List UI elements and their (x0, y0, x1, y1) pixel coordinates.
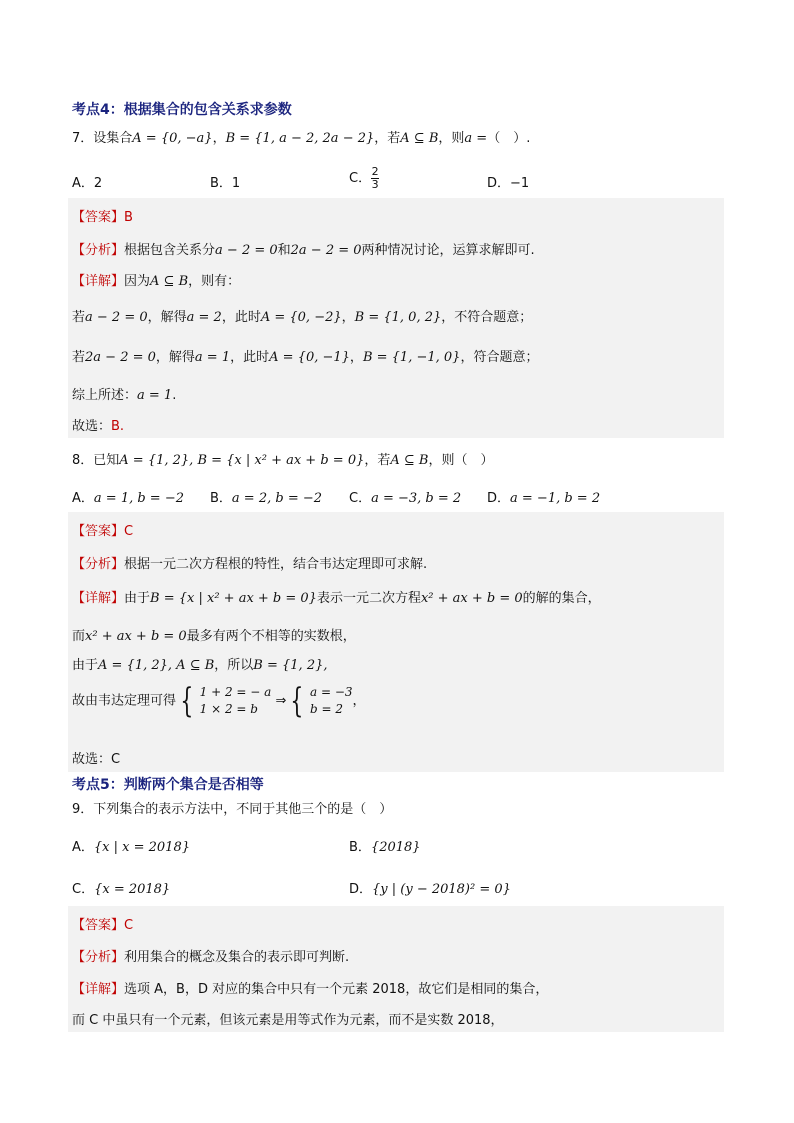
q8-option-b[interactable]: B．a = 2, b = −2 (210, 491, 323, 506)
q8-detail-4: 故由韦达定理可得 { 1 + 2 = − a 1 × 2 = b ⇒ { a = −3 b = 2 ， (72, 681, 366, 721)
q8-detail-1: 【详解】由于B = {x | x² + ax + b = 0}表示一元二次方程x² + ax + b = 0的解的集合， (72, 591, 601, 606)
q9-detail-1: 【详解】选项 A，B，D 对应的集合中只有一个元素 2018，故它们是相同的集合， (72, 982, 549, 997)
q7-choose: 故选：B. (72, 419, 125, 434)
q8-option-d[interactable]: D．a = −1, b = 2 (487, 491, 601, 506)
q9-answer: 【答案】C (72, 918, 134, 933)
q7-option-d[interactable]: D．−1 (487, 176, 530, 191)
q7-option-b[interactable]: B．1 (210, 176, 241, 191)
q8-solution-box (68, 512, 724, 772)
q7-solution-box (68, 198, 724, 438)
question-8-stem: 8．已知A = {1, 2}, B = {x | x² + ax + b = 0}，若A ⊆ B，则（ ） (72, 453, 494, 468)
question-9-stem: 9．下列集合的表示方法中，不同于其他三个的是（ ） (72, 802, 393, 817)
q9-option-c[interactable]: C．{x = 2018} (72, 882, 171, 897)
q8-option-a[interactable]: A．a = 1, b = −2 (72, 491, 184, 506)
section-title-5: 考点5：判断两个集合是否相等 (72, 777, 264, 793)
q7-detail: 【详解】因为A ⊆ B，则有： (72, 274, 241, 289)
q9-analysis: 【分析】利用集合的概念及集合的表示即可判断. (72, 950, 350, 965)
q9-detail-2: 而 C 中虽只有一个元素，但该元素是用等式作为元素，而不是实数 2018， (72, 1013, 504, 1028)
q8-option-c[interactable]: C．a = −3, b = 2 (349, 491, 462, 506)
section-title-4: 考点4：根据集合的包含关系求参数 (72, 102, 292, 118)
q8-detail-2: 而x² + ax + b = 0最多有两个不相等的实数根， (72, 629, 356, 644)
q7-option-c[interactable]: C． $\frac{2}{3}$ (349, 165, 379, 191)
q7-summary: 综上所述：a = 1. (72, 388, 177, 403)
q8-detail-3: 由于A = {1, 2}, A ⊆ B，所以B = {1, 2}, (72, 658, 328, 673)
q7-analysis: 【分析】根据包含关系分a − 2 = 0和2a − 2 = 0两种情况讨论，运算求解即可. (72, 243, 535, 258)
q7-option-a[interactable]: A．2 (72, 176, 103, 191)
q9-option-b[interactable]: B．{2018} (349, 840, 421, 855)
question-7-stem: 7．设集合A = {0, −a}，B = {1, a − 2, 2a − 2}，若A ⊆ B，则a =（ ）. (72, 131, 531, 146)
fraction: $\frac{2}{3}$ (371, 165, 379, 191)
q9-option-a[interactable]: A．{x | x = 2018} (72, 840, 190, 855)
q7-case-2: 若2a − 2 = 0，解得a = 1，此时A = {0, −1}，B = {1, −1, 0}，符合题意； (72, 350, 539, 365)
q7-case-1: 若a − 2 = 0，解得a = 2，此时A = {0, −2}，B = {1, 0, 2}，不符合题意； (72, 310, 533, 325)
equation-system-1: { 1 + 2 = − a 1 × 2 = b (180, 681, 272, 721)
q8-choose: 故选：C (72, 752, 121, 767)
q8-analysis: 【分析】根据一元二次方程根的特性，结合韦达定理即可求解. (72, 557, 428, 572)
q9-option-d[interactable]: D．{y | (y − 2018)² = 0} (349, 882, 511, 897)
q9-solution-box (68, 906, 724, 1032)
q8-answer: 【答案】C (72, 524, 134, 539)
q7-answer: 【答案】B (72, 210, 133, 225)
equation-system-2: { a = −3 b = 2 (290, 681, 353, 721)
